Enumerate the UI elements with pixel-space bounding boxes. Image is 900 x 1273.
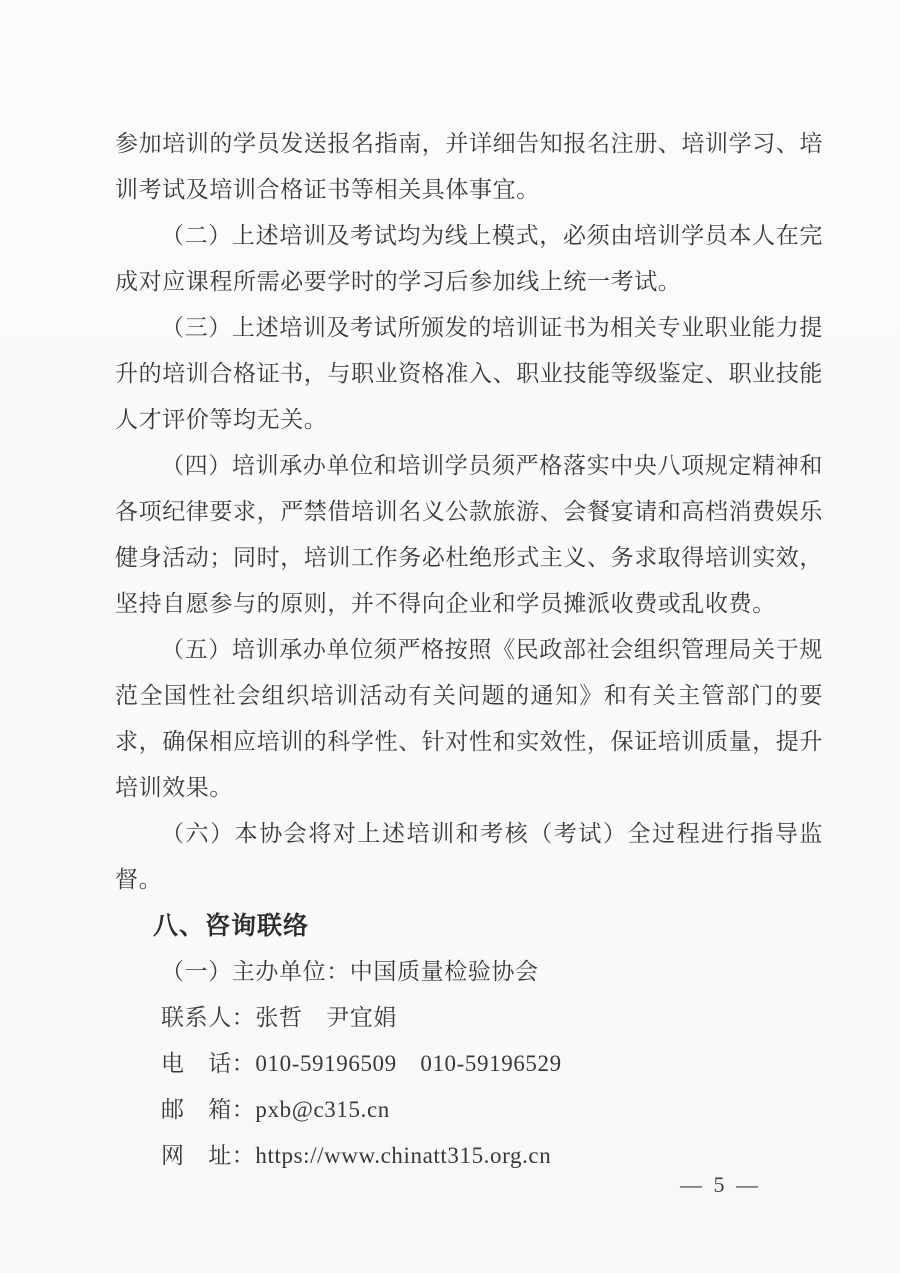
document-body: [115, 121, 823, 1179]
organizer-line: （一）主办单位：中国质量检验协会: [161, 959, 539, 984]
section-heading-consultation: 八、咨询联络: [153, 912, 310, 940]
paragraph-item-five: （五）培训承办单位须严格按照《民政部社会组织管理局关于规范全国性社会组织培训活动有关问题的通知》和有关主管部门的要求，确保相应培训的科学性、针对性和实效性，保证培训质量，提升培训效果。: [115, 637, 823, 800]
paragraph-item-three: （三）上述培训及考试所颁发的培训证书为相关专业职业能力提升的培训合格证书，与职业资格准入、职业技能等级鉴定、职业技能人才评价等均无关。: [115, 315, 823, 432]
website-line: 网 址：https://www.chinatt315.org.cn: [161, 1143, 552, 1168]
phone-line: 电 话：010-59196509 010-59196529: [161, 1051, 562, 1076]
paragraph-continuation: 参加培训的学员发送报名指南，并详细告知报名注册、培训学习、培训考试及培训合格证书等相关具体事宜。: [115, 131, 823, 202]
paragraph-item-four: （四）培训承办单位和培训学员须严格落实中央八项规定精神和各项纪律要求，严禁借培训名义公款旅游、会餐宴请和高档消费娱乐健身活动；同时，培训工作务必杜绝形式主义、务求取得培训实效，坚持自愿参与的原则，并不得向企业和学员摊派收费或乱收费。: [115, 453, 823, 616]
paragraph-item-two: （二）上述培训及考试均为线上模式，必须由培训学员本人在完成对应课程所需必要学时的学习后参加线上统一考试。: [115, 223, 823, 294]
page-number: — 5 —: [680, 1172, 761, 1197]
contact-person-line: 联系人：张哲 尹宜娟: [161, 1005, 397, 1030]
paragraph-item-six: （六）本协会将对上述培训和考核（考试）全过程进行指导监督。: [115, 821, 823, 892]
email-line: 邮 箱：pxb@c315.cn: [161, 1097, 390, 1122]
